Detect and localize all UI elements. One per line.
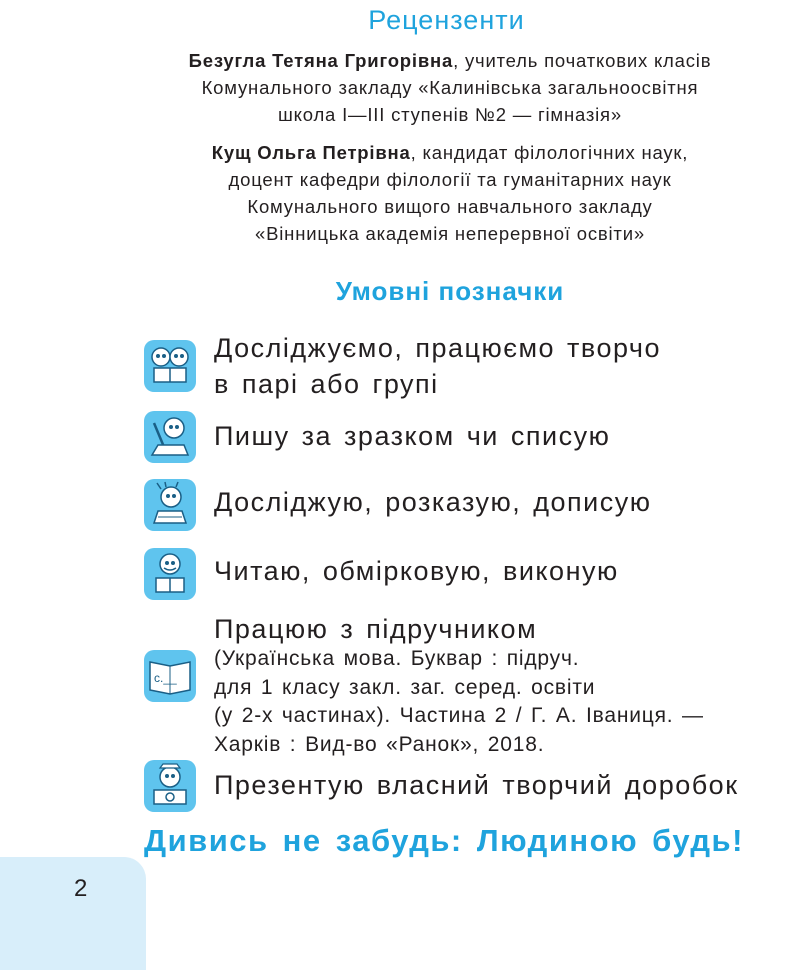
- motto: Дивись не забудь: Людиною будь!: [144, 823, 744, 858]
- reviewer-2: [150, 139, 750, 247]
- reading-boy-icon: [144, 548, 196, 600]
- textbook-icon-label: с.__: [154, 671, 177, 685]
- textbook-note-line2: для 1 класу закл. заг. серед. освіти: [214, 675, 596, 699]
- reviewer-1-line2: Комунального закладу «Калинівська загальноосвітня: [201, 77, 699, 98]
- writing-boy-icon: [144, 411, 196, 463]
- presenting-boy-icon: [144, 760, 196, 812]
- reviewer-1-role: , учитель початкових класів: [453, 50, 712, 71]
- pair-reading-icon: [144, 340, 196, 392]
- legend-item-pair-work-line1: Досліджуємо, працюємо творчо: [214, 333, 661, 363]
- legend-item-writing: Пишу за зразком чи списую: [214, 421, 611, 451]
- exploring-boy-icon: [144, 479, 196, 531]
- legend-item-exploring: Досліджую, розказую, дописую: [214, 487, 652, 517]
- legend-item-pair-work: [214, 330, 661, 402]
- reviewer-2-line3: Комунального вищого навчального закладу: [247, 196, 653, 217]
- reviewer-1-line3: школа I—III ступенів №2 — гімназія»: [278, 104, 622, 125]
- textbook-note-line4: Харків : Вид-во «Ранок», 2018.: [214, 732, 545, 756]
- reviewer-2-line4: «Вінницька академія неперервної освіти»: [255, 223, 645, 244]
- legend-item-pair-work-line2: в парі або групі: [214, 369, 439, 399]
- page-title: Рецензенти: [368, 5, 525, 35]
- page-number-tab: [0, 857, 146, 970]
- legend-item-textbook: Працюю з підручником: [214, 614, 538, 644]
- textbook-note-line1: (Українська мова. Буквар : підруч.: [214, 647, 580, 670]
- legend-item-textbook-note: [214, 645, 704, 759]
- reviewer-2-name: Кущ Ольга Петрівна: [211, 142, 411, 163]
- reviewer-2-role: , кандидат філологічних наук,: [410, 142, 689, 163]
- page-number: 2: [74, 875, 88, 902]
- reviewer-1-name: Безугла Тетяна Григорівна: [188, 50, 454, 71]
- legend-item-reading: Читаю, обмірковую, виконую: [214, 556, 619, 586]
- legend-title: Умовні позначки: [335, 276, 565, 306]
- reviewer-1: [150, 47, 750, 128]
- legend-item-presenting: Презентую власний творчий доробок: [214, 770, 739, 800]
- textbook-icon: [144, 650, 196, 702]
- reviewer-2-line2: доцент кафедри філології та гуманітарних наук: [228, 169, 672, 190]
- textbook-note-line3: (у 2-х частинах). Частина 2 / Г. А. Іваниця. —: [214, 704, 704, 727]
